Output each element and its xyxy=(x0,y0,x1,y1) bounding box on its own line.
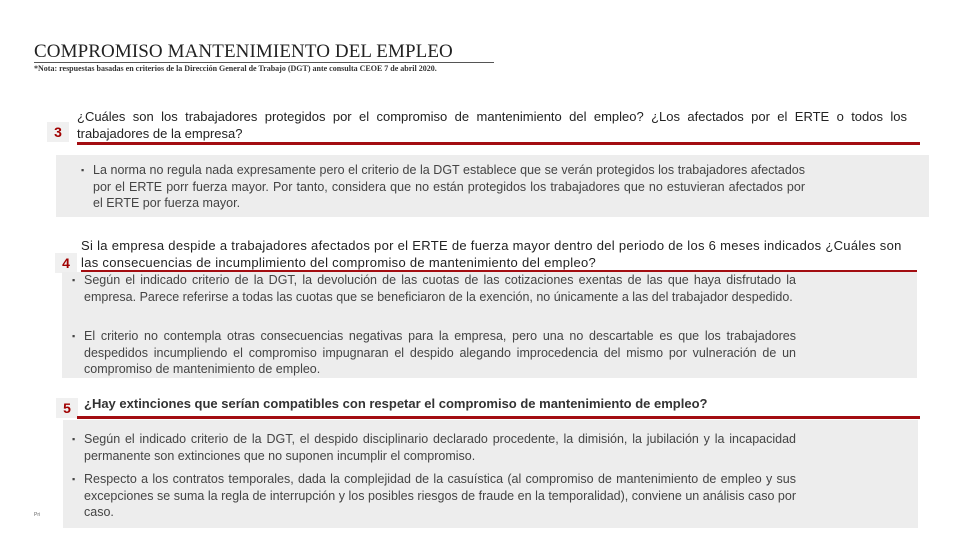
bullet-text: La norma no regula nada expresamente pero el criterio de la DGT establece que se verán protegidos los trabajadores afectados por el ERTE porr fuerza mayor. Por tanto, considera que no están protegidos los trabajadores que no estuvieran afectados por el ERTE por fuerza mayor. xyxy=(93,163,805,210)
section-question-4: Si la empresa despide a trabajadores afectados por el ERTE de fuerza mayor dentro del periodo de los 6 meses indicados ¿Cuáles son las consecuencias de incumplimiento del compromiso de mantenimiento del empleo? xyxy=(81,238,902,270)
bullet-marker: ▪ xyxy=(72,434,76,444)
section-number-4: 4 xyxy=(55,253,77,273)
section-bullet-3-1 xyxy=(81,162,805,212)
bullet-text: Respecto a los contratos temporales, dada la complejidad de la casuística (al compromiso de mantenimiento de empleo y sus excepciones se suma la regla de interrupción y los posibles riesgos de fraude en la temporalidad), conviene un análisis caso por caso. xyxy=(84,472,796,519)
section-question-5: ¿Hay extinciones que serían compatibles con respetar el compromiso de mantenimiento de empleo? xyxy=(84,396,708,411)
section-bullet-4-1 xyxy=(72,272,796,305)
section-bullet-5-1 xyxy=(72,431,796,464)
bullet-marker: ▪ xyxy=(72,331,76,341)
section-question-3: ¿Cuáles son los trabajadores protegidos por el compromiso de mantenimiento del empleo? ¿Los afectados por el ERTE o todos los trabajadores de la empresa? xyxy=(77,109,907,141)
bullet-marker: ▪ xyxy=(81,165,85,175)
bullet-marker: ▪ xyxy=(72,474,76,484)
page-title: COMPROMISO MANTENIMIENTO DEL EMPLEO xyxy=(34,41,453,62)
section-divider-5 xyxy=(77,416,920,419)
bullet-marker: ▪ xyxy=(72,275,76,285)
section-number-5: 5 xyxy=(56,398,78,418)
page-note: *Nota: respuestas basadas en criterios de la Dirección General de Trabajo (DGT) ante consulta CEOE 7 de abril 2020. xyxy=(34,64,437,73)
section-divider-3 xyxy=(77,142,920,145)
bullet-text: El criterio no contempla otras consecuencias negativas para la empresa, pero una no descartable es que los trabajadores despedidos incumpliendo el compromiso impugnaran el despido alegando improcedencia del mismo por vulneración de un compromiso de mantenimiento de empleo. xyxy=(84,329,796,376)
section-number-3: 3 xyxy=(47,122,69,142)
bullet-text: Según el indicado criterio de la DGT, la devolución de las cuotas de las cotizaciones exentas de las que haya disfrutado la empresa. Parece referirse a todas las cuotas que se beneficiaron de la exención, no únicamente a las del trabajador despedido. xyxy=(84,273,796,304)
section-bullet-4-2 xyxy=(72,328,796,378)
footer-fragment: Pri xyxy=(34,512,41,518)
title-divider xyxy=(34,62,494,63)
section-bullet-5-2 xyxy=(72,471,796,521)
bullet-text: Según el indicado criterio de la DGT, el despido disciplinario declarado procedente, la dimisión, la jubilación y la incapacidad permanente son extinciones que no suponen incumplir el compromiso. xyxy=(84,432,796,463)
